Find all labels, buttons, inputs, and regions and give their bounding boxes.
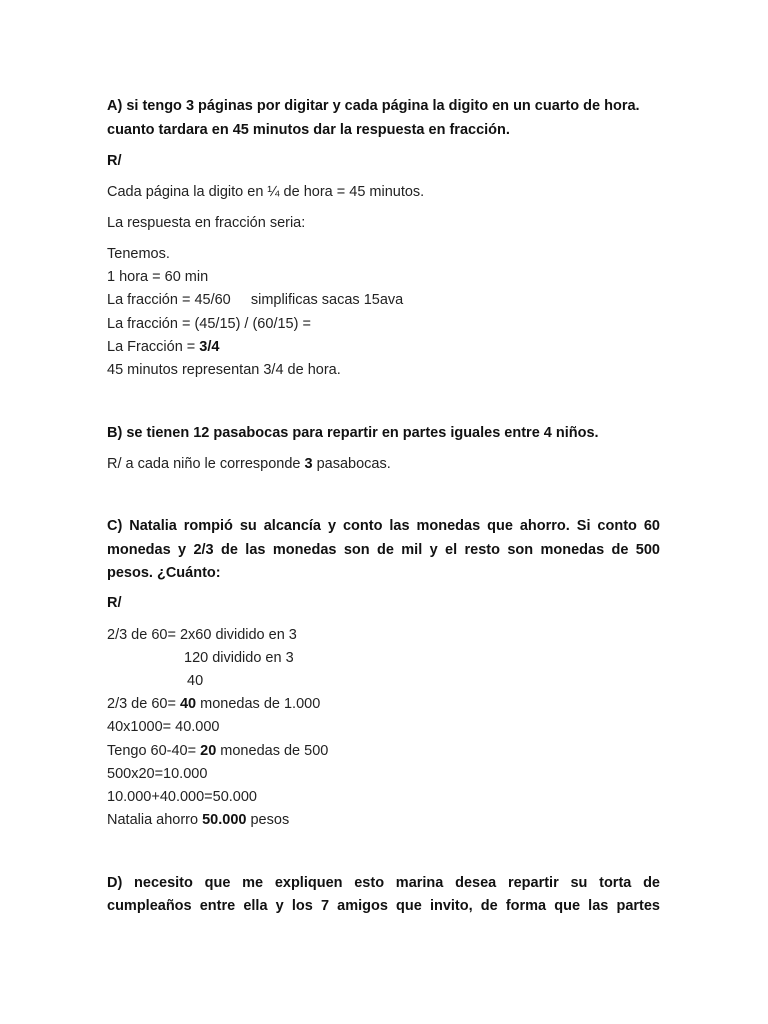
answer-a-result-prefix: La Fracción =	[107, 339, 200, 355]
answer-c-calc1: 2/3 de 60= 2x60 dividido en 3	[107, 627, 297, 643]
answer-a-line6: La fracción = (45/15) / (60/15) =	[107, 316, 311, 332]
question-c-line3: pesos. ¿Cuánto:	[107, 565, 221, 581]
answer-a-closing: 45 minutos representan 3/4 de hora.	[107, 362, 341, 378]
question-a-line2: cuanto tardara en 45 minutos dar la respuesta en fracción.	[107, 122, 510, 138]
answer-c-calc4: 40x1000= 40.000	[107, 719, 220, 735]
answer-b-prefix: R/ a cada niño le corresponde	[107, 456, 305, 472]
answer-c-result2-suffix: monedas de 500	[216, 743, 329, 759]
answer-a-line3: Tenemos.	[107, 246, 170, 262]
answer-a-result-value: 3/4	[199, 339, 220, 355]
answer-c-result2	[107, 742, 328, 760]
answer-c-calc3: 40	[187, 673, 204, 689]
answer-c-calc2: 120 dividido en 3	[184, 650, 294, 666]
answer-c-result1-suffix: monedas de 1.000	[196, 696, 321, 712]
answer-c-calc6: 10.000+40.000=50.000	[107, 789, 257, 805]
answer-c-result2-prefix: Tengo 60-40=	[107, 743, 201, 759]
answer-a-line4: 1 hora = 60 min	[107, 269, 209, 285]
question-c-line1: C) Natalia rompió su alcancía y conto las monedas que ahorro. Si conto 60	[107, 518, 660, 534]
answer-b	[107, 455, 391, 473]
answer-a-line1: Cada página la digito en ¼ de hora = 45 minutos.	[107, 184, 425, 200]
answer-a-line5: La fracción = 45/60 simplificas sacas 15ava	[107, 292, 404, 308]
answer-c-calc5: 500x20=10.000	[107, 766, 208, 782]
answer-b-value: 3	[304, 456, 313, 472]
answer-a-line2: La respuesta en fracción seria:	[107, 215, 306, 231]
question-a-line1: A) si tengo 3 páginas por digitar y cada página la digito en un cuarto de hora.	[107, 98, 640, 114]
answer-c-result1	[107, 695, 320, 713]
question-d-line1: D) necesito que me expliquen esto marina desea repartir su torta de	[107, 875, 660, 891]
answer-b-suffix: pasabocas.	[312, 456, 391, 472]
question-c-line2: monedas y 2/3 de las monedas son de mil y el resto son monedas de 500	[107, 542, 660, 558]
answer-c-result1-value: 40	[179, 696, 197, 712]
answer-c-result2-value: 20	[200, 743, 217, 759]
answer-marker-c: R/	[107, 595, 122, 611]
answer-c-final-value: 50.000	[202, 812, 247, 828]
question-b: B) se tienen 12 pasabocas para repartir en partes iguales entre 4 niños.	[107, 425, 599, 441]
answer-a-result	[107, 338, 219, 356]
answer-c-result1-prefix: 2/3 de 60=	[107, 696, 180, 712]
question-d-line2: cumpleaños entre ella y los 7 amigos que invito, de forma que las partes	[107, 898, 660, 914]
answer-c-final	[107, 811, 289, 829]
answer-c-final-prefix: Natalia ahorro	[107, 812, 203, 828]
answer-c-final-suffix: pesos	[246, 812, 290, 828]
answer-marker-a: R/	[107, 153, 122, 169]
